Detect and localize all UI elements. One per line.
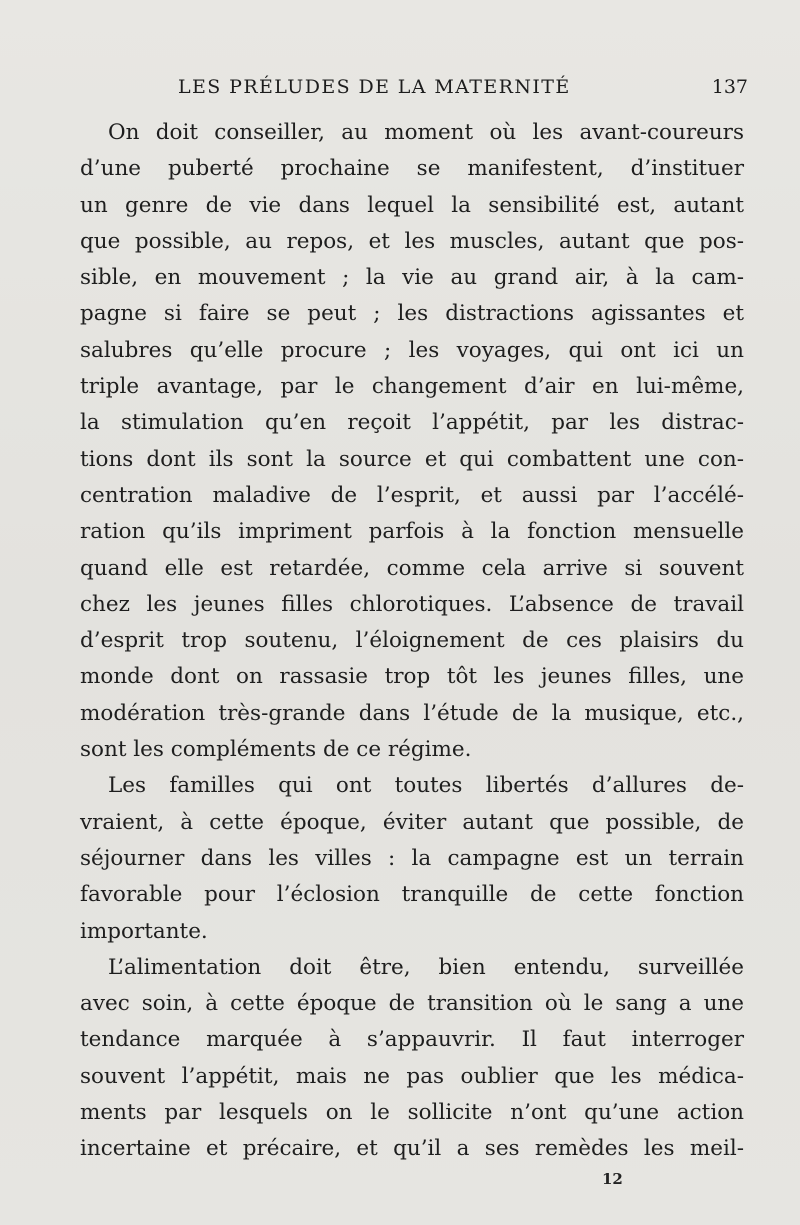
text-line: avec soin, à cette époque de transition où le sang a une (80, 991, 744, 1017)
text-line: ration qu’ils impriment parfois à la fonction mensuelle (80, 519, 744, 545)
running-head (80, 76, 748, 106)
text-line: tendance marquée à s’appauvrir. Il faut interroger (80, 1027, 744, 1053)
text-line: importante. (80, 918, 208, 944)
text-line: d’une puberté prochaine se manifestent, d’instituer (80, 156, 744, 182)
text-line: souvent l’appétit, mais ne pas oublier que les médica- (80, 1063, 744, 1089)
page-number: 137 (711, 76, 748, 98)
text-line: sible, en mouvement ; la vie au grand air, à la cam- (80, 265, 744, 291)
text-line: vraient, à cette époque, éviter autant que possible, de (80, 809, 744, 835)
text-line: chez les jeunes filles chlorotiques. L’absence de travail (80, 591, 744, 617)
text-line: salubres qu’elle procure ; les voyages, qui ont ici un (80, 337, 744, 363)
text-line: la stimulation qu’en reçoit l’appétit, par les distrac- (80, 410, 744, 436)
text-line: un genre de vie dans lequel la sensibilité est, autant (80, 192, 744, 218)
text-line: sont les compléments de ce régime. (80, 737, 472, 763)
text-line: d’esprit trop soutenu, l’éloignement de ces plaisirs du (80, 628, 744, 654)
text-line: quand elle est retardée, comme cela arrive si souvent (80, 555, 744, 581)
text-line: On doit conseiller, au moment où les avant-coureurs (108, 120, 744, 145)
text-line: monde dont on rassasie trop tôt les jeunes filles, une (80, 664, 744, 690)
text-line: que possible, au repos, et les muscles, autant que pos- (80, 228, 744, 254)
text-line: ments par lesquels on le sollicite n’ont qu’une action (80, 1100, 744, 1126)
text-line: favorable pour l’éclosion tranquille de cette fonction (80, 882, 744, 908)
running-title: LES PRÉLUDES DE LA MATERNITÉ (178, 76, 571, 98)
text-line: centration maladive de l’esprit, et aussi par l’accélé- (80, 482, 744, 508)
text-line: séjourner dans les villes : la campagne est un terrain (80, 845, 744, 871)
text-line: modération très-grande dans l’étude de la musique, etc., (80, 700, 744, 726)
text-line: L’alimentation doit être, bien entendu, surveillée (108, 954, 744, 980)
text-line: triple avantage, par le changement d’air en lui-même, (80, 374, 744, 400)
text-line: tions dont ils sont la source et qui combattent une con- (80, 446, 744, 472)
body-text (80, 115, 744, 1168)
text-line: Les familles qui ont toutes libertés d’allures de- (108, 773, 744, 799)
signature-mark: 12 (602, 1170, 623, 1188)
text-line: pagne si faire se peut ; les distractions agissantes et (80, 301, 744, 327)
text-line: incertaine et précaire, et qu’il a ses remèdes les meil- (80, 1136, 744, 1162)
